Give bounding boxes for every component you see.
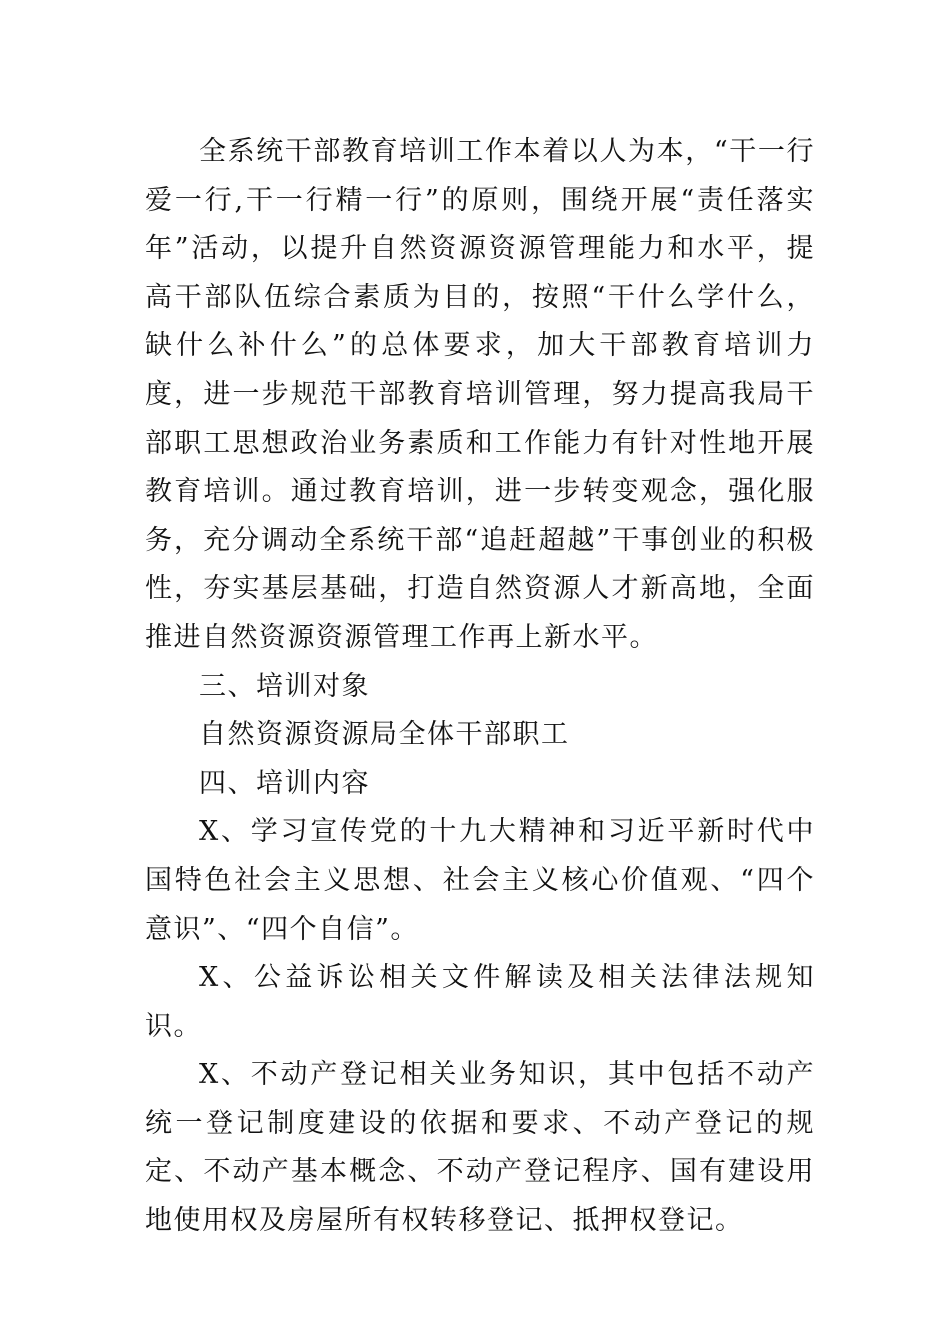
document-body xyxy=(145,128,815,1246)
list-item-content-2: X、公益诉讼相关文件解读及相关法律法规知识。 xyxy=(145,962,815,1042)
list-item-content-3: X、不动产登记相关业务知识，其中包括不动产统一登记制度建设的依据和要求、不动产登记的规定、不动产基本概念、不动产登记程序、国有建设用地使用权及房屋所有权转移登记、抵押权登记。 xyxy=(145,1059,815,1237)
body-paragraph-intro: 全系统干部教育培训工作本着以人为本，“干一行爱一行,干一行精一行”的原则，围绕开展“责任落实年”活动，以提升自然资源资源管理能力和水平，提高干部队伍综合素质为目的，按照“干什么学什么，缺什么补什么”的总体要求，加大干部教育培训力度，进一步规范干部教育培训管理，努力提高我局干部职工思想政治业务素质和工作能力有针对性地开展教育培训。通过教育培训，进一步转变观念，强化服务，充分调动全系统干部“追赶超越”干事创业的积极性，夯实基层基础，打造自然资源人才新高地，全面推进自然资源资源管理工作再上新水平。 xyxy=(145,136,815,653)
section-heading-training-content: 四、培训内容 xyxy=(199,767,370,799)
section-heading-training-targets: 三、培训对象 xyxy=(199,670,370,702)
list-item-content-1: X、学习宣传党的十九大精神和习近平新时代中国特色社会主义思想、社会主义核心价值观、“四个意识”、“四个自信”。 xyxy=(145,816,815,945)
body-paragraph-targets: 自然资源资源局全体干部职工 xyxy=(199,719,570,751)
